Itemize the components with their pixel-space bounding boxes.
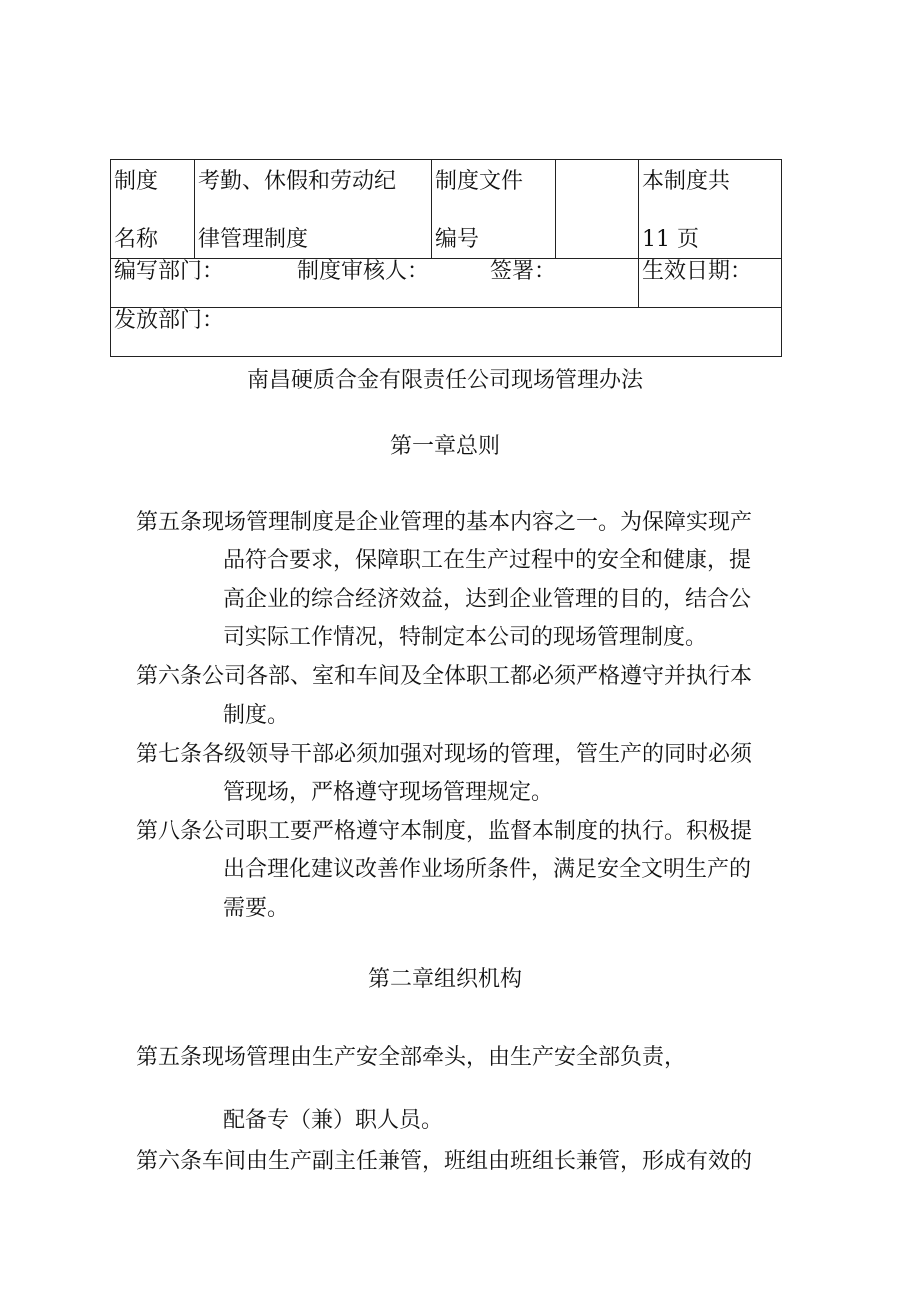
ch1-art8-line1: 第八条公司职工要严格遵守本制度，监督本制度的执行。积极提: [136, 819, 753, 844]
header-row-issue: [111, 308, 782, 357]
pages-line1: 本制度共: [642, 169, 731, 194]
document-title: 南昌硬质合金有限责任公司现场管理办法: [246, 368, 643, 393]
ch1-art5-line2: 品符合要求，保障职工在生产过程中的安全和健康，提: [223, 548, 752, 573]
ch1-art7-line1: 第七条各级领导干部必须加强对现场的管理，管生产的同时必须: [136, 742, 753, 767]
header-row-sign: [111, 259, 782, 308]
reviewer-label: 制度审核人：: [297, 259, 430, 284]
name-label-cell: [111, 160, 195, 259]
ch1-art6-line2: 制度。: [223, 703, 290, 728]
file-no-value-cell: [556, 160, 639, 259]
ch2-art6-line1: 第六条车间由生产副主任兼管，班组由班组长兼管，形成有效的: [136, 1149, 753, 1174]
ch1-art6-line1: 第六条公司各部、室和车间及全体职工都必须严格遵守并执行本: [136, 664, 753, 689]
name-value-line1: 考勤、休假和劳动纪: [198, 169, 397, 194]
author-dept-label: 编写部门：: [114, 259, 225, 284]
name-label-line1: 制度: [114, 169, 159, 194]
ch1-art8-line3: 需要。: [223, 896, 290, 921]
ch1-art5-line1: 第五条现场管理制度是企业管理的基本内容之一。为保障实现产: [136, 510, 753, 535]
chapter2-title: 第二章组织机构: [367, 967, 522, 992]
chapter1-title: 第一章总则: [389, 434, 500, 459]
effective-date-cell: 生效日期：: [639, 259, 782, 308]
sign-cell: [111, 259, 639, 308]
signature-label: 签署：: [490, 259, 557, 284]
name-label-line2: 名称: [114, 227, 159, 252]
ch1-art5-line3: 高企业的综合经济效益，达到企业管理的目的，结合公: [223, 587, 752, 612]
header-row-name: [111, 160, 782, 259]
pages-line2: 11 页: [642, 227, 699, 252]
file-no-label-cell: [432, 160, 556, 259]
ch2-art5-line1: 第五条现场管理由生产安全部牵头，由生产安全部负责，: [136, 1045, 687, 1070]
pages-cell: [639, 160, 782, 259]
issue-dept-cell: 发放部门：: [111, 308, 782, 357]
name-value-line2: 律管理制度: [198, 227, 309, 252]
ch1-art7-line2: 管现场，严格遵守现场管理规定。: [223, 780, 554, 805]
name-value-cell: [195, 160, 432, 259]
file-no-label-line1: 制度文件: [435, 169, 524, 194]
ch1-art5-line4: 司实际工作情况，特制定本公司的现场管理制度。: [223, 625, 708, 650]
header-table: [110, 159, 782, 357]
file-no-label-line2: 编号: [435, 227, 480, 252]
ch1-art8-line2: 出合理化建议改善作业场所条件，满足安全文明生产的: [223, 857, 752, 882]
ch2-art5-line2: 配备专（兼）职人员。: [223, 1108, 444, 1133]
